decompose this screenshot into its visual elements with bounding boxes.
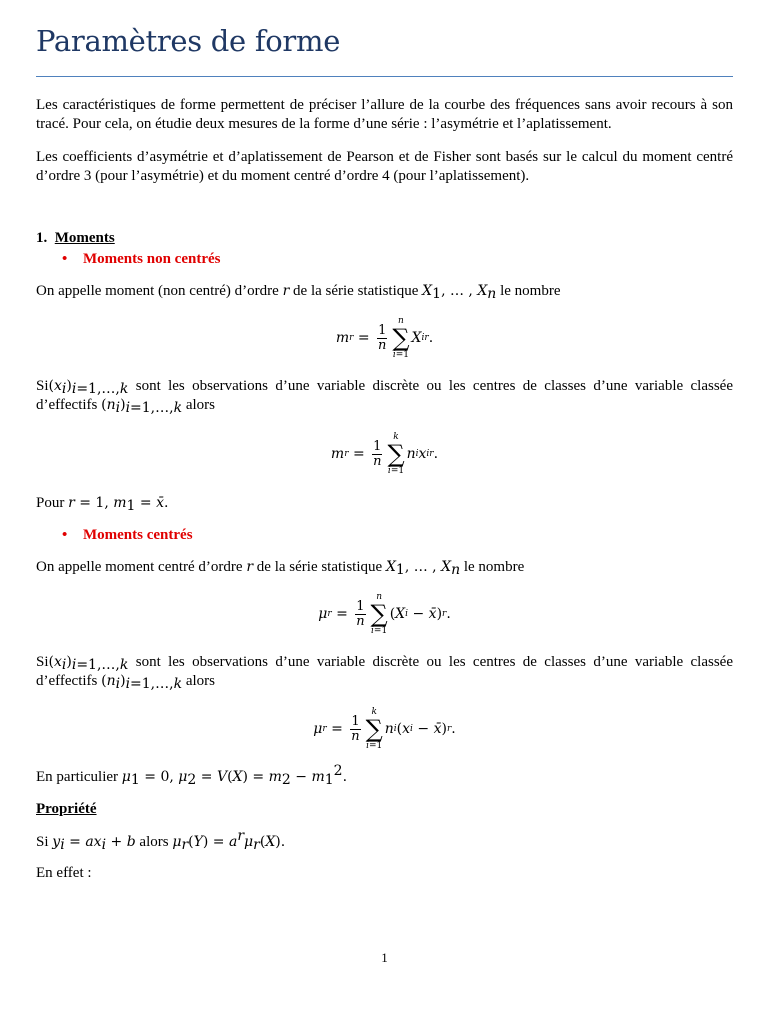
section-heading-moments — [36, 229, 115, 248]
text-run: alors — [185, 397, 215, 413]
text-run: On appelle moment centré d’ordre — [36, 559, 243, 575]
bullet-label: Moments centrés — [83, 527, 193, 543]
page-number: 1 — [381, 950, 388, 965]
paragraph-si-observations-2: $Si(x_i)_{i=1,\dots,k}$ sont les observations d’une variable discrète ou les centres de classes d’une variable classée d’effectifs $(n_i)_{i=1,\dots,k}$ alors — [36, 654, 733, 692]
intro-paragraph-1: Les caractéristiques de forme permettent de préciser l’allure de la courbe des fréquences sans avoir recours à son tracé. Pour cela, on étudie deux mesures de la forme d’une série : l’asymétrie et l’aplatissement. — [36, 97, 733, 132]
section-title: Moments — [54, 230, 115, 246]
text-run: En particulier — [36, 769, 119, 785]
text-run: d’effectifs — [36, 673, 98, 689]
text-run: Si — [36, 654, 49, 670]
bullet-moments-centres: • Moments centrés — [62, 527, 193, 543]
bullet-moments-non-centres: • Moments non centrés — [62, 251, 221, 267]
text-run: Propriété — [36, 801, 97, 817]
text-run: de la série statistique — [256, 559, 383, 575]
formula-mr-grouped: m r = $\frac{1}{n}$ k ∑ i=1 n i x i r . — [330, 432, 439, 476]
text-run: le nombre — [463, 559, 525, 575]
text-run: de la série statistique — [293, 283, 419, 299]
text-run: le nombre — [500, 283, 561, 299]
propriete-heading — [36, 800, 97, 819]
en-effet-line: En effet : — [36, 865, 92, 881]
page-title: Paramètres de forme — [36, 24, 341, 58]
text-run: Si — [36, 834, 49, 850]
bullet-label: Moments non centrés — [83, 251, 221, 267]
text-run: On appelle moment (non centré) d’ordre — [36, 283, 279, 299]
text-run: sont les observations d’une variable discrète ou les centres de classes d’une variable classée — [135, 654, 733, 670]
text-run: alors — [139, 834, 169, 850]
definition-moment-centre: On appelle moment centré d’ordre r de la série statistique $X_1$, … , $X_n$ le nombre — [36, 559, 525, 578]
formula-mu-r-grouped: μ r = $\frac{1}{n}$ k ∑ i=1 n i ( x i − x̄ ) r . — [313, 707, 456, 751]
title-underline — [36, 76, 733, 77]
paragraph-si-observations-1: $Si(x_i)_{i=1,\dots,k}$ sont les observations d’une variable discrète ou les centres de classes d’une variable classée d’effectifs $(n_i)_{i=1,\dots,k}$ alors — [36, 378, 733, 416]
definition-moment-non-centre: On appelle moment (non centré) d’ordre r de la série statistique $X_1$, … , $X_n$ le nombre — [36, 283, 561, 302]
text-run: sont les observations d’une variable discrète ou les centres de classes d’une variable classée — [135, 378, 733, 394]
text-run: alors — [185, 673, 215, 689]
text-run: Pour — [36, 495, 65, 511]
text-run: d’effectifs — [36, 397, 98, 413]
intro-paragraph-2: Les coefficients d’asymétrie et d’aplatissement de Pearson et de Fisher sont basés sur le calcul du moment centré d’ordre 3 (pour l’asymétrie) et du moment centré d’ordre 4 (pour l’aplatissement). — [36, 149, 733, 184]
text-run: Si — [36, 378, 49, 394]
section-number: 1. — [36, 230, 48, 246]
formula-mr-raw: m r = $\frac{1}{n}$ n ∑ i=1 X i r . — [335, 316, 434, 360]
en-particulier-line: En particulier $\mu_1 = 0$, $\mu_2 = V(X) = m_2 - m_1^2$. — [36, 763, 348, 788]
propriete-statement: Si $y_i = ax_i + b$ alors $\mu_r(Y) = a^r\mu_r(X)$. — [36, 828, 286, 853]
pour-r-equals-1: Pour r = 1, $m_1$ = x̄. — [36, 495, 169, 514]
formula-mu-r-raw: μ r = $\frac{1}{n}$ n ∑ i=1 ( X i − x̄ ) r . — [318, 592, 451, 636]
